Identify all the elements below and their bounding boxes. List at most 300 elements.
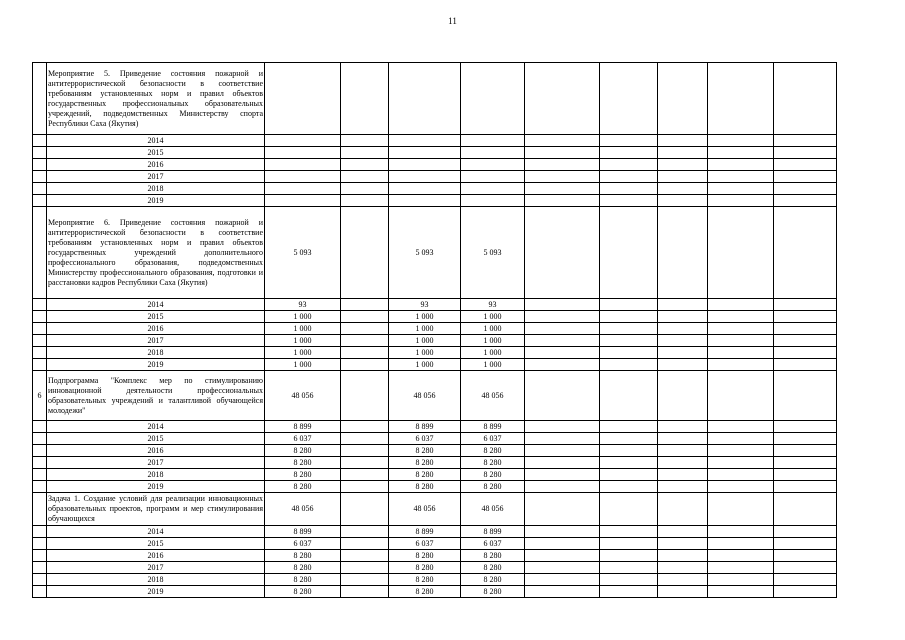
table-row — [33, 457, 837, 469]
year-cell: 2019 — [47, 481, 265, 493]
value-cell — [389, 135, 461, 147]
value-cell: 1 000 — [461, 323, 525, 335]
value-cell — [600, 347, 658, 359]
value-cell — [708, 421, 774, 433]
value-cell — [341, 433, 389, 445]
value-cell — [708, 538, 774, 550]
row-number — [33, 347, 47, 359]
value-cell — [525, 359, 600, 371]
value-cell — [774, 550, 837, 562]
value-cell: 5 093 — [265, 207, 341, 299]
year-cell: 2016 — [47, 445, 265, 457]
value-cell — [525, 195, 600, 207]
value-cell — [341, 63, 389, 135]
value-cell — [658, 445, 708, 457]
value-cell — [525, 335, 600, 347]
year-cell: 2019 — [47, 359, 265, 371]
value-cell — [389, 195, 461, 207]
value-cell — [341, 311, 389, 323]
table-row — [33, 421, 837, 433]
year-cell: 2016 — [47, 323, 265, 335]
row-number — [33, 538, 47, 550]
value-cell — [708, 433, 774, 445]
value-cell — [525, 469, 600, 481]
table-row — [33, 550, 837, 562]
table-row — [33, 63, 837, 135]
value-cell — [600, 159, 658, 171]
value-cell — [600, 457, 658, 469]
value-cell: 48 056 — [265, 371, 341, 421]
value-cell — [658, 550, 708, 562]
value-cell — [708, 183, 774, 195]
value-cell — [708, 195, 774, 207]
value-cell — [658, 195, 708, 207]
value-cell — [658, 526, 708, 538]
value-cell: 48 056 — [461, 371, 525, 421]
value-cell — [708, 171, 774, 183]
value-cell — [658, 299, 708, 311]
year-cell: 2016 — [47, 159, 265, 171]
value-cell: 8 280 — [461, 481, 525, 493]
value-cell — [658, 538, 708, 550]
table-row — [33, 135, 837, 147]
row-number — [33, 481, 47, 493]
value-cell — [389, 147, 461, 159]
row-number — [33, 562, 47, 574]
row-number — [33, 159, 47, 171]
row-number — [33, 311, 47, 323]
value-cell — [774, 195, 837, 207]
value-cell: 8 280 — [265, 445, 341, 457]
value-cell — [341, 562, 389, 574]
value-cell — [341, 574, 389, 586]
year-cell: 2018 — [47, 183, 265, 195]
value-cell — [774, 135, 837, 147]
value-cell — [525, 63, 600, 135]
value-cell: 8 280 — [389, 469, 461, 481]
value-cell — [265, 171, 341, 183]
value-cell — [708, 469, 774, 481]
value-cell: 6 037 — [461, 433, 525, 445]
value-cell — [774, 493, 837, 526]
value-cell: 8 280 — [461, 457, 525, 469]
value-cell: 8 280 — [389, 445, 461, 457]
value-cell: 93 — [265, 299, 341, 311]
value-cell — [525, 347, 600, 359]
value-cell — [341, 445, 389, 457]
value-cell — [600, 574, 658, 586]
row-number — [33, 574, 47, 586]
value-cell — [461, 159, 525, 171]
value-cell: 8 280 — [265, 586, 341, 598]
value-cell — [658, 135, 708, 147]
value-cell: 1 000 — [461, 311, 525, 323]
value-cell — [389, 171, 461, 183]
value-cell — [774, 335, 837, 347]
value-cell — [658, 323, 708, 335]
value-cell — [600, 63, 658, 135]
value-cell: 1 000 — [389, 323, 461, 335]
value-cell — [525, 207, 600, 299]
value-cell — [341, 493, 389, 526]
table-row — [33, 207, 837, 299]
value-cell — [774, 538, 837, 550]
value-cell: 8 899 — [461, 421, 525, 433]
year-cell: 2017 — [47, 335, 265, 347]
value-cell — [525, 550, 600, 562]
value-cell — [708, 562, 774, 574]
table-row — [33, 493, 837, 526]
value-cell — [525, 445, 600, 457]
value-cell — [774, 359, 837, 371]
value-cell — [341, 147, 389, 159]
table-body — [33, 63, 837, 598]
value-cell — [600, 445, 658, 457]
table-row — [33, 323, 837, 335]
value-cell — [341, 299, 389, 311]
value-cell: 6 037 — [461, 538, 525, 550]
table-row — [33, 299, 837, 311]
value-cell — [708, 323, 774, 335]
value-cell — [774, 207, 837, 299]
table-row — [33, 371, 837, 421]
value-cell — [658, 171, 708, 183]
value-cell — [774, 171, 837, 183]
row-title: Мероприятие 5. Приведение состояния пожарной и антитеррористической безопасности в соответствие требованиям установленных норм и правил объектов государственных профессиональных образовательных учреждений, подведомственных Министерству спорта Республики Саха (Якутия) — [47, 63, 265, 135]
value-cell — [774, 371, 837, 421]
value-cell — [265, 195, 341, 207]
value-cell — [708, 147, 774, 159]
value-cell: 1 000 — [389, 335, 461, 347]
value-cell: 6 037 — [265, 538, 341, 550]
value-cell — [658, 493, 708, 526]
value-cell — [341, 538, 389, 550]
value-cell — [774, 421, 837, 433]
row-number — [33, 469, 47, 481]
table-row — [33, 574, 837, 586]
value-cell — [600, 311, 658, 323]
year-cell: 2017 — [47, 171, 265, 183]
table-row — [33, 347, 837, 359]
value-cell — [708, 445, 774, 457]
value-cell — [708, 574, 774, 586]
value-cell — [774, 586, 837, 598]
value-cell — [525, 311, 600, 323]
value-cell — [600, 493, 658, 526]
value-cell — [658, 457, 708, 469]
value-cell — [658, 311, 708, 323]
value-cell — [389, 183, 461, 195]
table-row — [33, 147, 837, 159]
value-cell — [265, 63, 341, 135]
value-cell: 5 093 — [389, 207, 461, 299]
value-cell — [600, 538, 658, 550]
value-cell — [774, 481, 837, 493]
value-cell — [600, 371, 658, 421]
value-cell — [265, 135, 341, 147]
value-cell: 1 000 — [389, 311, 461, 323]
value-cell — [525, 135, 600, 147]
year-cell: 2019 — [47, 195, 265, 207]
value-cell — [600, 526, 658, 538]
value-cell — [658, 586, 708, 598]
value-cell — [708, 207, 774, 299]
year-cell: 2014 — [47, 526, 265, 538]
value-cell — [600, 135, 658, 147]
value-cell: 1 000 — [265, 323, 341, 335]
value-cell — [525, 299, 600, 311]
value-cell — [600, 183, 658, 195]
value-cell — [774, 63, 837, 135]
table-row — [33, 526, 837, 538]
table-row — [33, 481, 837, 493]
value-cell — [461, 147, 525, 159]
value-cell — [708, 371, 774, 421]
value-cell — [708, 135, 774, 147]
value-cell — [525, 526, 600, 538]
value-cell: 1 000 — [461, 335, 525, 347]
value-cell — [708, 586, 774, 598]
value-cell — [658, 371, 708, 421]
row-number — [33, 183, 47, 195]
value-cell — [600, 171, 658, 183]
value-cell: 48 056 — [461, 493, 525, 526]
row-number — [33, 207, 47, 299]
row-number — [33, 457, 47, 469]
value-cell — [774, 299, 837, 311]
value-cell — [341, 195, 389, 207]
table-row — [33, 586, 837, 598]
year-cell: 2014 — [47, 421, 265, 433]
value-cell — [341, 469, 389, 481]
value-cell — [341, 171, 389, 183]
value-cell: 8 280 — [265, 481, 341, 493]
value-cell: 1 000 — [461, 359, 525, 371]
value-cell: 1 000 — [461, 347, 525, 359]
year-cell: 2014 — [47, 135, 265, 147]
value-cell — [265, 159, 341, 171]
row-number — [33, 421, 47, 433]
table-row — [33, 469, 837, 481]
value-cell — [341, 347, 389, 359]
value-cell — [708, 457, 774, 469]
value-cell: 8 280 — [265, 562, 341, 574]
value-cell — [708, 63, 774, 135]
value-cell — [525, 159, 600, 171]
value-cell — [658, 183, 708, 195]
value-cell — [658, 335, 708, 347]
value-cell — [341, 550, 389, 562]
value-cell — [341, 421, 389, 433]
value-cell — [341, 359, 389, 371]
value-cell: 1 000 — [389, 347, 461, 359]
year-cell: 2019 — [47, 586, 265, 598]
value-cell — [658, 421, 708, 433]
value-cell: 48 056 — [265, 493, 341, 526]
year-cell: 2014 — [47, 299, 265, 311]
value-cell: 8 280 — [389, 574, 461, 586]
value-cell: 8 899 — [265, 421, 341, 433]
value-cell: 8 280 — [461, 586, 525, 598]
value-cell — [600, 469, 658, 481]
value-cell: 93 — [389, 299, 461, 311]
value-cell — [525, 574, 600, 586]
value-cell: 93 — [461, 299, 525, 311]
value-cell: 1 000 — [265, 359, 341, 371]
value-cell: 8 280 — [265, 550, 341, 562]
row-number — [33, 445, 47, 457]
value-cell — [461, 183, 525, 195]
value-cell — [774, 147, 837, 159]
value-cell — [658, 159, 708, 171]
value-cell — [525, 147, 600, 159]
value-cell — [341, 481, 389, 493]
value-cell — [265, 183, 341, 195]
value-cell: 8 280 — [389, 562, 461, 574]
value-cell — [708, 481, 774, 493]
row-number — [33, 171, 47, 183]
value-cell — [658, 481, 708, 493]
value-cell — [600, 195, 658, 207]
value-cell: 8 899 — [389, 421, 461, 433]
value-cell — [774, 347, 837, 359]
value-cell — [525, 183, 600, 195]
value-cell — [774, 526, 837, 538]
value-cell: 8 280 — [389, 481, 461, 493]
value-cell — [708, 299, 774, 311]
value-cell — [525, 171, 600, 183]
value-cell — [265, 147, 341, 159]
value-cell — [600, 421, 658, 433]
value-cell — [600, 562, 658, 574]
table-row — [33, 445, 837, 457]
value-cell — [525, 493, 600, 526]
value-cell — [341, 457, 389, 469]
value-cell: 8 280 — [461, 469, 525, 481]
table-row — [33, 335, 837, 347]
value-cell — [774, 433, 837, 445]
row-number — [33, 323, 47, 335]
value-cell: 8 280 — [389, 457, 461, 469]
value-cell — [708, 550, 774, 562]
table-row — [33, 311, 837, 323]
value-cell — [774, 159, 837, 171]
row-title: Мероприятие 6. Приведение состояния пожарной и антитеррористической безопасности в соответствие требованиям установленных норм и правил объектов государственных учреждений дополнительного профессионального образования, подведомственных Министерству профессионального образования, подготовки и расстановки кадров Республики Саха (Якутия) — [47, 207, 265, 299]
value-cell — [461, 171, 525, 183]
row-number — [33, 195, 47, 207]
value-cell — [341, 335, 389, 347]
value-cell — [774, 469, 837, 481]
budget-table — [32, 62, 837, 598]
value-cell — [600, 207, 658, 299]
table-row — [33, 538, 837, 550]
value-cell — [525, 538, 600, 550]
row-number — [33, 135, 47, 147]
value-cell: 8 899 — [461, 526, 525, 538]
year-cell: 2015 — [47, 538, 265, 550]
row-number — [33, 335, 47, 347]
value-cell: 48 056 — [389, 371, 461, 421]
year-cell: 2018 — [47, 469, 265, 481]
year-cell: 2017 — [47, 457, 265, 469]
year-cell: 2018 — [47, 574, 265, 586]
table-row — [33, 359, 837, 371]
row-number — [33, 493, 47, 526]
value-cell — [525, 457, 600, 469]
row-number: 6 — [33, 371, 47, 421]
value-cell: 1 000 — [265, 311, 341, 323]
value-cell — [600, 586, 658, 598]
value-cell — [461, 63, 525, 135]
value-cell: 8 899 — [389, 526, 461, 538]
row-number — [33, 299, 47, 311]
value-cell: 8 280 — [389, 586, 461, 598]
row-number — [33, 586, 47, 598]
year-cell: 2015 — [47, 147, 265, 159]
row-title: Подпрограмма "Комплекс мер по стимулированию инновационной деятельности профессиональных образовательных учреждений и талантливой обучающейся молодежи" — [47, 371, 265, 421]
value-cell: 8 280 — [265, 457, 341, 469]
year-cell: 2015 — [47, 311, 265, 323]
value-cell — [600, 481, 658, 493]
value-cell — [341, 207, 389, 299]
value-cell — [708, 159, 774, 171]
value-cell — [525, 586, 600, 598]
value-cell — [774, 323, 837, 335]
value-cell: 8 280 — [265, 574, 341, 586]
year-cell: 2015 — [47, 433, 265, 445]
value-cell — [708, 335, 774, 347]
value-cell: 8 280 — [461, 562, 525, 574]
value-cell — [525, 481, 600, 493]
value-cell — [774, 574, 837, 586]
value-cell — [341, 183, 389, 195]
value-cell — [708, 347, 774, 359]
value-cell: 8 280 — [461, 445, 525, 457]
value-cell — [341, 526, 389, 538]
value-cell: 8 280 — [461, 550, 525, 562]
value-cell — [774, 183, 837, 195]
table-row — [33, 433, 837, 445]
row-title: Задача 1. Создание условий для реализации инновационных образовательных проектов, программ и мер стимулирования обучающихся — [47, 493, 265, 526]
table-row — [33, 195, 837, 207]
value-cell: 1 000 — [265, 335, 341, 347]
value-cell — [708, 493, 774, 526]
value-cell: 1 000 — [265, 347, 341, 359]
value-cell — [658, 147, 708, 159]
value-cell — [341, 586, 389, 598]
value-cell: 1 000 — [389, 359, 461, 371]
value-cell — [461, 195, 525, 207]
value-cell: 48 056 — [389, 493, 461, 526]
value-cell — [600, 299, 658, 311]
row-number — [33, 550, 47, 562]
value-cell — [708, 359, 774, 371]
value-cell: 8 280 — [265, 469, 341, 481]
value-cell — [658, 562, 708, 574]
value-cell — [600, 147, 658, 159]
value-cell: 8 280 — [461, 574, 525, 586]
table-row — [33, 171, 837, 183]
value-cell — [774, 457, 837, 469]
value-cell — [525, 421, 600, 433]
value-cell — [341, 159, 389, 171]
value-cell — [461, 135, 525, 147]
value-cell — [389, 63, 461, 135]
value-cell — [658, 63, 708, 135]
value-cell — [600, 335, 658, 347]
value-cell — [774, 311, 837, 323]
row-number — [33, 359, 47, 371]
